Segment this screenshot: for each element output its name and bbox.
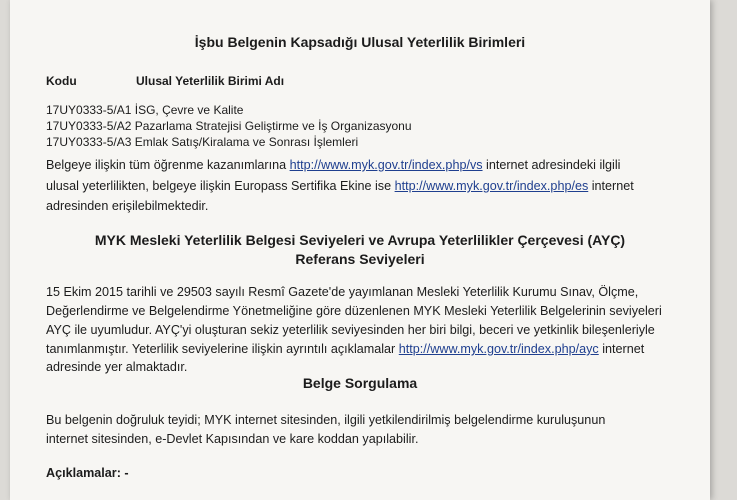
unit-name: Emlak Satış/Kiralama ve Sonrası İşlemleri (134, 135, 359, 149)
intro-text: internet (591, 179, 634, 193)
intro-line-3: adresinden erişilebilmektedir. (46, 199, 209, 213)
intro-line-2 (46, 179, 634, 193)
intro-text: Belgeye ilişkin tüm öğrenme kazanımlarına (46, 158, 287, 172)
ayc-text: internet (602, 342, 645, 356)
query-line-1: Bu belgenin doğruluk teyidi; MYK internet sitesinden, ilgili yetkilendirilmiş belgelendirme kuruluşunun (46, 413, 606, 427)
query-title: Belge Sorgulama (302, 375, 418, 391)
table-header-code: Kodu (46, 74, 77, 88)
ayc-link[interactable]: http://www.myk.gov.tr/index.php/ayc (398, 342, 599, 356)
vs-link[interactable]: http://www.myk.gov.tr/index.php/vs (289, 158, 483, 172)
notes-label: Açıklamalar: - (46, 466, 129, 480)
unit-code: 17UY0333-5/A1 (46, 103, 132, 117)
ayc-line-2: Değerlendirme ve Belgelendirme Yönetmeliğine göre düzenlenen MYK Mesleki Yeterlilik Belgelerinin seviyeleri (46, 304, 662, 318)
es-link[interactable]: http://www.myk.gov.tr/index.php/es (394, 179, 589, 193)
unit-name: İSG, Çevre ve Kalite (134, 103, 244, 117)
unit-name: Pazarlama Stratejisi Geliştirme ve İş Organizasyonu (134, 119, 412, 133)
ayc-title-line-2: Referans Seviyeleri (295, 251, 425, 267)
ayc-text: tanımlanmıştır. Yeterlilik seviyelerine ilişkin ayrıntılı açıklamalar (46, 342, 396, 356)
unit-code: 17UY0333-5/A2 (46, 119, 132, 133)
intro-line-1 (46, 158, 620, 172)
unit-row (46, 135, 358, 149)
document-page (10, 0, 710, 500)
ayc-line-1: 15 Ekim 2015 tarihli ve 29503 sayılı Resmî Gazete'de yayımlanan Mesleki Yeterlilik Kurumu Sınav, Ölçme, (46, 285, 639, 299)
unit-row (46, 119, 412, 133)
table-header-name: Ulusal Yeterlilik Birimi Adı (136, 74, 285, 88)
intro-text: internet adresindeki ilgili (486, 158, 621, 172)
unit-row (46, 103, 243, 117)
intro-text: ulusal yeterlilikten, belgeye ilişkin Europass Sertifika Ekine ise (46, 179, 392, 193)
ayc-line-4 (46, 342, 644, 356)
ayc-title-line-1: MYK Mesleki Yeterlilik Belgesi Seviyeleri ve Avrupa Yeterlilikler Çerçevesi (AYÇ) (94, 232, 626, 248)
unit-code: 17UY0333-5/A3 (46, 135, 132, 149)
units-title: İşbu Belgenin Kapsadığı Ulusal Yeterlilik Birimleri (194, 34, 526, 50)
ayc-line-3: AYÇ ile uyumludur. AYÇ'yi oluşturan sekiz yeterlilik seviyesinden her biri bilgi, beceri ve yetkinlik bileşenleriyle (46, 323, 655, 337)
query-line-2: internet sitesinden, e-Devlet Kapısından ve kare koddan yapılabilir. (46, 432, 419, 446)
ayc-line-5: adresinde yer almaktadır. (46, 360, 188, 374)
